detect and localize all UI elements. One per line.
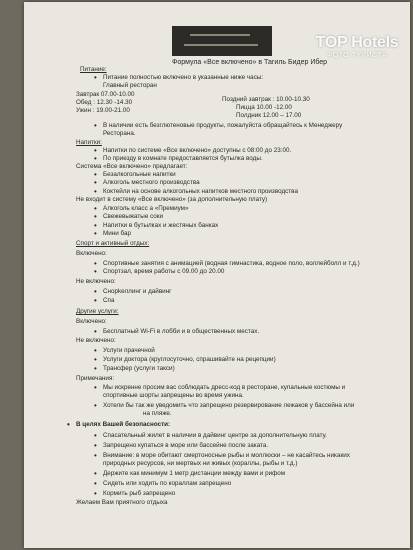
services-item: • Услуги прачечной: [103, 347, 155, 355]
safety-item: • Держите как минимум 1 метр дистанции между вами и рифом: [103, 470, 285, 478]
drinks-extra: • Свежевыжатые соки: [103, 213, 163, 221]
drinks-line: • Напитки по системе «Все включено» доступны с 08:00 до 23:00.: [103, 147, 291, 155]
hotel-logo: [172, 26, 272, 56]
notes-item: на пляже.: [143, 410, 172, 417]
drinks-offer: • Коктейли на основе алкогольных напитков местного производства: [103, 188, 298, 196]
sport-item: • Спортзал, время работы с 09.00 до 20.00: [103, 268, 224, 276]
sport-not-included: Не включено:: [76, 278, 116, 285]
food-restaurant: Главный ресторан: [103, 82, 157, 89]
services-included: Включено:: [76, 318, 107, 325]
sport-item: • Спа: [103, 297, 114, 305]
services-item: • Услуги доктора (круглосуточно, спрашивайте на рецепции): [103, 356, 276, 364]
services-item: • Трансфер (услуги такси): [103, 365, 175, 373]
sport-heading: Спорт и активный отдых:: [76, 240, 150, 247]
food-line: • В наличии есть безглютеновые продукты, пожалуйста обращайтесь к Менеджеру: [103, 122, 342, 130]
closing-line: Желаем Вам приятного отдыха: [76, 499, 168, 506]
safety-heading: • В целях Вашей безопасности:: [76, 421, 170, 429]
services-heading: Другие услуги:: [76, 308, 119, 315]
drinks-extra: • Алкоголь класс а «Премиум»: [103, 205, 189, 213]
sport-item: • Спортивные занятия с анимацией (водная гимнастика, водное поло, воллейболл и т.д.): [103, 260, 360, 268]
food-heading: Питание:: [80, 66, 107, 73]
notes-item: спортивные шорты запрещены во время ужина.: [103, 392, 244, 399]
watermark-brand: TOP Hotels: [315, 34, 399, 51]
sport-included: Включено:: [76, 250, 107, 257]
meal-time: Поздний завтрак : 10.00-10.30: [222, 96, 310, 103]
safety-item: • Спасательный жилет в наличии в дайвинг центре за дополнительную плату.: [103, 432, 327, 440]
safety-item: • Внимание: в море обитают смертоносные рыбы и моллюски – не касайтесь никаких: [103, 452, 350, 460]
safety-item: • Сидеть или ходить по кораллам запрещено: [103, 480, 231, 488]
drinks-system: Система «Все включено» предлагает:: [76, 163, 188, 170]
drinks-offer: • Безалкогольные напитки: [103, 171, 176, 179]
safety-item: природных ресурсов, ни мертвых ни живых (кораллы, рыбы и т.д.): [103, 460, 298, 467]
meal-time: Завтрак 07.00-10.00: [76, 91, 135, 98]
food-line: • Питание полностью включено в указанные ниже часы:: [103, 74, 263, 82]
safety-item: • Запрещено купаться в море или бассейне после заката.: [103, 442, 268, 450]
sport-item: • Снорkеллинг и дайвинг: [103, 288, 171, 296]
meal-time: Полдник 12.00 – 17.00: [236, 112, 302, 119]
meal-time: Пицца 10.00 -12.00: [236, 104, 292, 111]
safety-item: • Кормить рыб запрещено: [103, 490, 175, 498]
watermark-subtitle: ФОТО ТУРИСТА: [326, 52, 388, 59]
drinks-heading: Напитки:: [76, 139, 102, 146]
tophotels-watermark: [307, 34, 407, 59]
notes-item: • Мы искренне просим вас соблюдать дресс-код в ресторане, купальные костюмы и: [103, 384, 345, 392]
drinks-not-included: Не входит в систему «Все включено» (за дополнительную плату): [76, 196, 268, 203]
notes-item: • Хотели бы так же уведомить что запрещено резервирование лежаков у бассейна или: [103, 402, 354, 410]
drinks-line: • По приезду в комнате предоставляется бутылка воды.: [103, 155, 263, 163]
meal-time: Ужин : 19.00-21.00: [76, 107, 130, 114]
drinks-offer: • Алкоголь местного производства: [103, 179, 200, 187]
services-not-included: Не включено:: [76, 337, 116, 344]
services-item: • Бесплатный Wi-Fi в лобби и в общественных местах.: [103, 328, 259, 336]
meal-time: Обед : 12.30 -14.30: [76, 99, 133, 106]
food-line: Ресторана.: [103, 130, 136, 137]
notes-heading: Примечания:: [76, 375, 115, 382]
document-title: Формула «Все включено» в Тагиль Бидер Ибер: [172, 59, 328, 66]
drinks-extra: • Напитки в бутылках и жестяных банках: [103, 222, 218, 230]
drinks-extra: • Мини бар: [103, 230, 131, 238]
